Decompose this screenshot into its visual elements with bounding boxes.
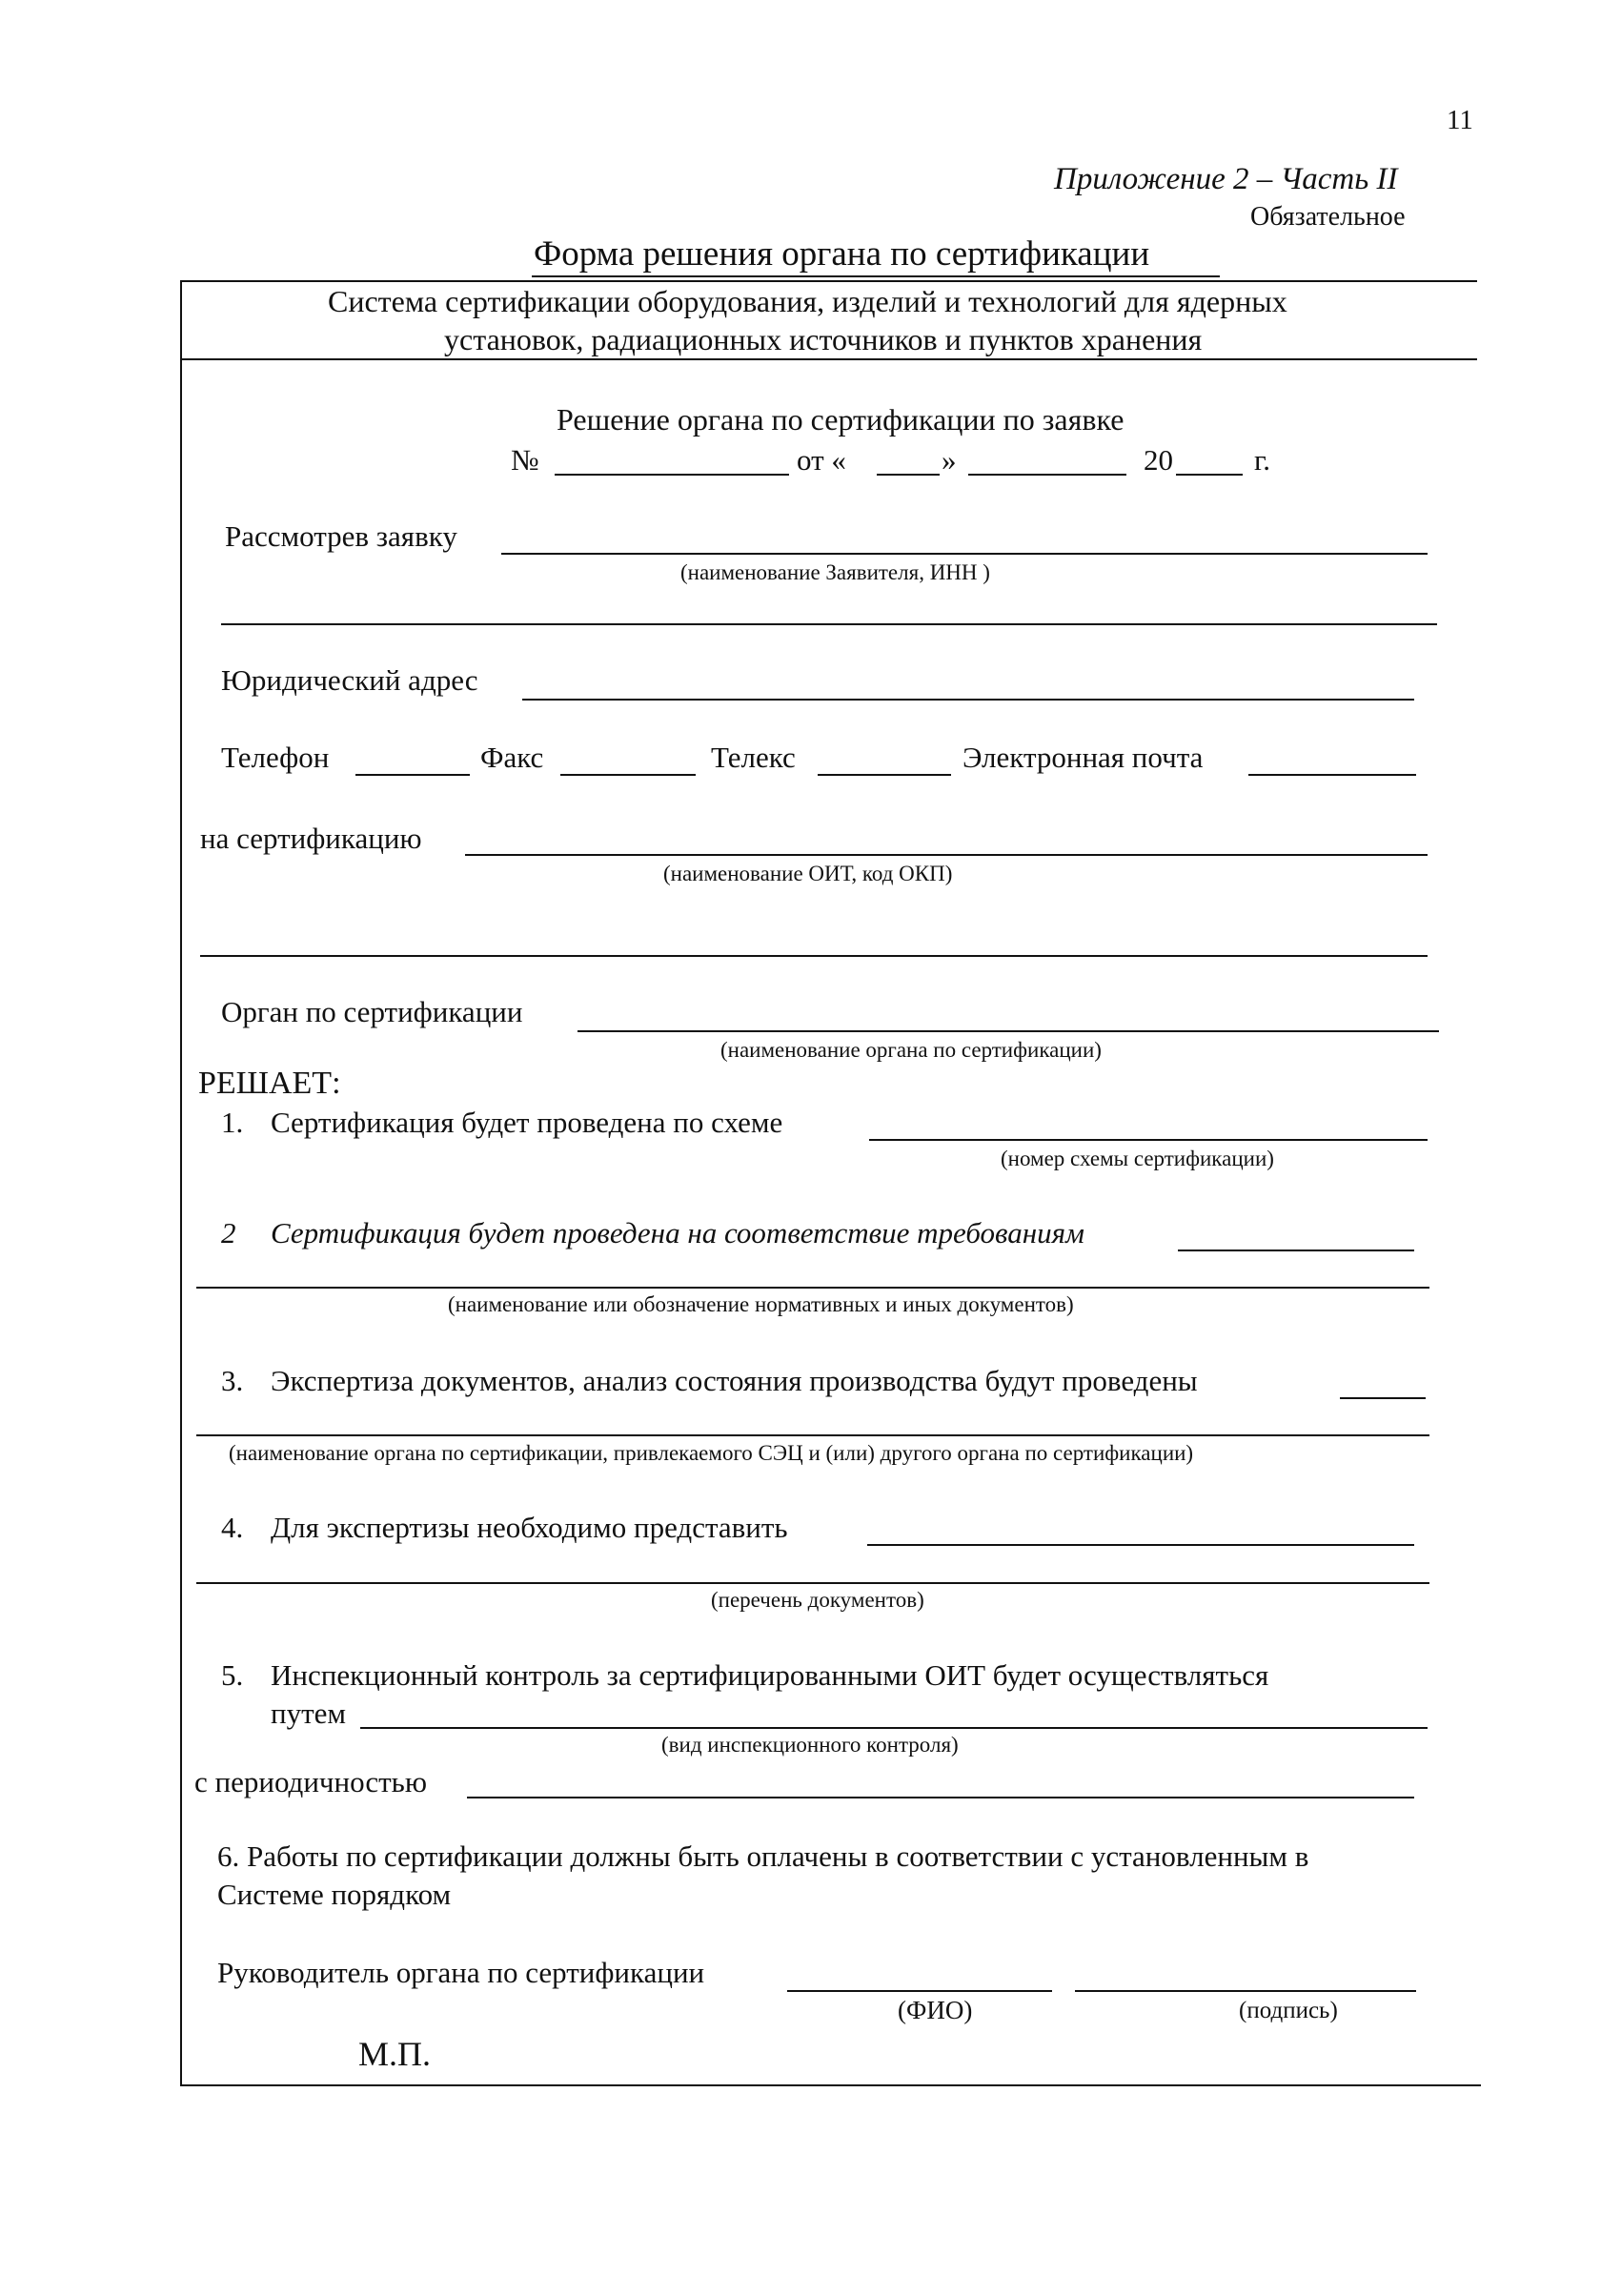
fax-label: Факс <box>480 741 544 774</box>
item-3-field-line-2[interactable] <box>196 1434 1429 1436</box>
signature-caption: (подпись) <box>1239 1998 1338 2023</box>
decision-year-prefix: 20 <box>1144 443 1173 477</box>
email-label: Электронная почта <box>962 741 1204 774</box>
item-1-number: 1. <box>221 1106 244 1139</box>
legal-address-label: Юридический адрес <box>221 663 478 697</box>
decision-title: Решение органа по сертификации по заявке <box>557 402 1125 437</box>
system-line-2: установок, радиационных источников и пунктов хранения <box>444 322 1203 356</box>
system-line-1: Система сертификации оборудования, изделий и технологий для ядерных <box>328 284 1287 318</box>
form-title: Форма решения органа по сертификации <box>534 234 1150 274</box>
fax-field[interactable] <box>560 774 696 776</box>
item-4-field[interactable] <box>867 1544 1414 1546</box>
item-5-caption: (вид инспекционного контроля) <box>661 1733 959 1757</box>
item-4-text: Для экспертизы необходимо представить <box>271 1511 788 1544</box>
item-5-period-field[interactable] <box>467 1797 1414 1798</box>
item-2-text: Сертификация будет проведена на соответствие требованиям <box>271 1216 1084 1250</box>
appendix-label: Приложение 2 – Часть II <box>1054 162 1398 196</box>
phone-field[interactable] <box>355 774 470 776</box>
item-5-text: Инспекционный контроль за сертифицированными ОИТ будет осуществляться <box>271 1658 1269 1692</box>
reviewed-field[interactable] <box>501 553 1428 555</box>
item-6-line-2: Системе порядком <box>217 1878 452 1911</box>
certification-caption: (наименование ОИТ, код ОКП) <box>663 862 953 885</box>
decision-number-field[interactable] <box>555 474 789 476</box>
decision-month-field[interactable] <box>968 474 1126 476</box>
decision-day-field[interactable] <box>877 474 940 476</box>
certification-field-line-2[interactable] <box>200 955 1428 957</box>
decides-heading: РЕШАЕТ: <box>198 1066 341 1101</box>
legal-address-field[interactable] <box>522 699 1414 701</box>
signature-field[interactable] <box>1075 1990 1416 1992</box>
decision-year-field[interactable] <box>1176 474 1243 476</box>
decision-from-label: от « <box>797 443 846 477</box>
fio-field[interactable] <box>787 1990 1052 1992</box>
item-1-field[interactable] <box>869 1139 1428 1141</box>
frame-left-line <box>180 280 182 2086</box>
item-6-line-1: 6. Работы по сертификации должны быть оплачены в соответствии с установленным в <box>217 1839 1309 1873</box>
certification-label: на сертификацию <box>200 822 422 855</box>
frame-top-line <box>181 280 1477 282</box>
frame-bottom-line <box>180 2084 1481 2086</box>
telex-field[interactable] <box>818 774 951 776</box>
page-number: 11 <box>1447 105 1473 135</box>
item-2-caption: (наименование или обозначение нормативных и иных документов) <box>448 1292 1074 1316</box>
form-title-underline <box>532 275 1220 277</box>
item-5-number: 5. <box>221 1658 244 1692</box>
cert-body-label: Орган по сертификации <box>221 995 523 1028</box>
item-2-field[interactable] <box>1178 1250 1414 1251</box>
reviewed-label: Рассмотрев заявку <box>225 519 457 553</box>
item-1-text: Сертификация будет проведена по схеме <box>271 1106 783 1139</box>
stamp-label: М.П. <box>358 2035 432 2073</box>
certification-field[interactable] <box>465 854 1428 856</box>
system-underline <box>181 358 1477 360</box>
decision-year-suffix: г. <box>1254 443 1270 477</box>
mandatory-label: Обязательное <box>1250 202 1406 232</box>
telex-label: Телекс <box>711 741 796 774</box>
cert-body-caption: (наименование органа по сертификации) <box>720 1038 1102 1062</box>
item-4-number: 4. <box>221 1511 244 1544</box>
item-4-field-line-2[interactable] <box>196 1582 1429 1584</box>
decision-quote-close: » <box>942 443 957 477</box>
item-2-field-line-2[interactable] <box>196 1287 1429 1289</box>
cert-body-field[interactable] <box>577 1030 1439 1032</box>
item-5-way-field[interactable] <box>360 1727 1428 1729</box>
item-3-text: Экспертиза документов, анализ состояния производства будут проведены <box>271 1364 1198 1397</box>
decision-no-label: № <box>511 443 539 477</box>
item-3-field[interactable] <box>1340 1397 1426 1399</box>
item-3-caption: (наименование органа по сертификации, привлекаемого СЭЦ и (или) другого органа по сертификации) <box>229 1441 1194 1465</box>
item-4-caption: (перечень документов) <box>711 1588 924 1612</box>
item-5-way-label: путем <box>271 1697 347 1730</box>
phone-label: Телефон <box>221 741 330 774</box>
reviewed-field-line-2[interactable] <box>221 623 1437 625</box>
email-field[interactable] <box>1248 774 1416 776</box>
fio-caption: (ФИО) <box>898 1996 973 2024</box>
item-3-number: 3. <box>221 1364 244 1397</box>
item-1-caption: (номер схемы сертификации) <box>1001 1147 1274 1170</box>
reviewed-caption: (наименование Заявителя, ИНН ) <box>680 560 990 584</box>
head-label: Руководитель органа по сертификации <box>217 1956 705 1989</box>
item-5-period-label: с периодичностью <box>194 1765 427 1798</box>
item-2-number: 2 <box>221 1216 236 1250</box>
